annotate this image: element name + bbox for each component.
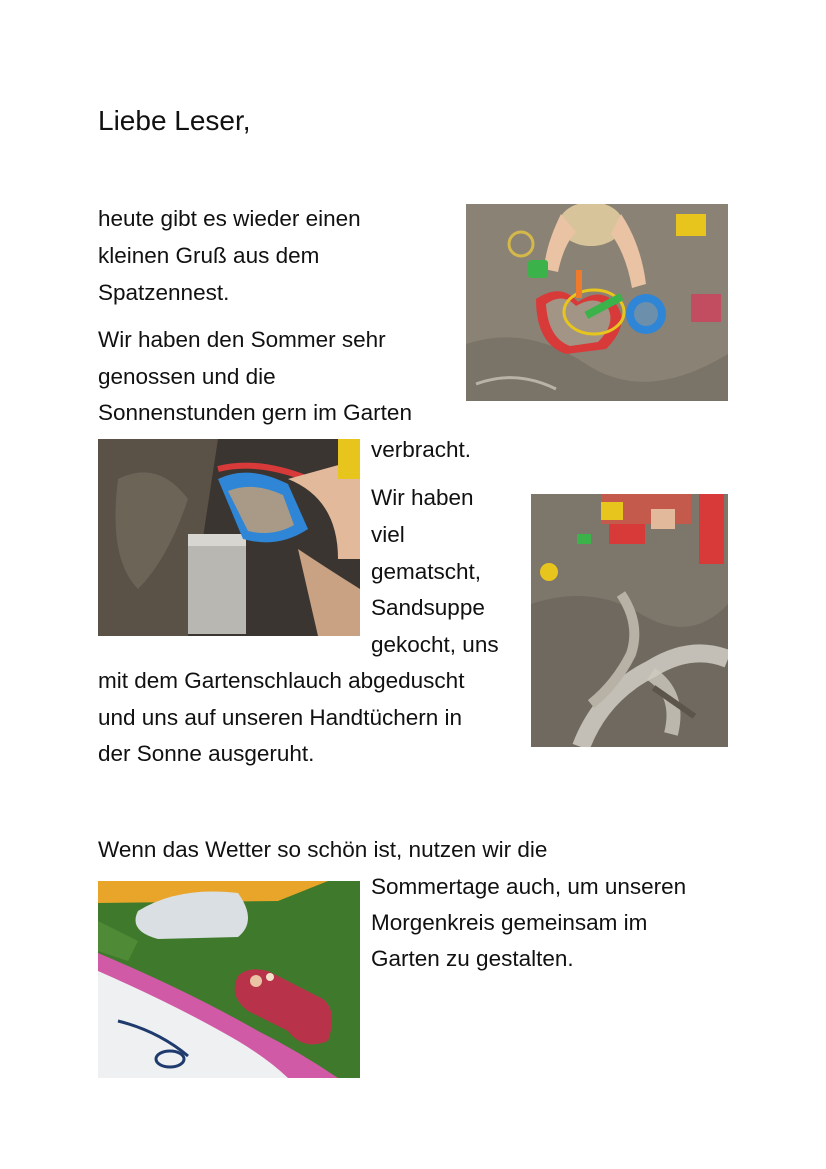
text-line: verbracht. [371,437,472,462]
greeting-heading: Liebe Leser, [98,105,251,136]
text-line: viel [371,522,405,547]
photo-child-sand-toys [466,204,728,401]
text-line: Sonnenstunden gern im Garten [98,400,412,425]
text-line: genossen und die [98,364,276,389]
text-line: kleinen Gruß aus dem [98,243,320,268]
text-line: gekocht, uns [371,632,499,657]
text-line: heute gibt es wieder einen [98,206,361,231]
text-line: und uns auf unseren Handtüchern in [98,705,463,730]
text-line: Wir haben den Sommer sehr [98,327,386,352]
text-line: gematscht, [371,559,482,584]
photo-wet-sand-garden [531,494,728,747]
text-line: Wir haben [371,485,474,510]
text-line: Sommertage auch, um unseren [371,874,687,899]
text-line: Spatzennest. [98,280,230,305]
text-line: Morgenkreis gemeinsam im [371,910,648,935]
photo-pouring-water [98,439,360,636]
text-line: Garten zu gestalten. [371,946,574,971]
text-line: Sandsuppe [371,595,485,620]
text-line: Wenn das Wetter so schön ist, nutzen wir die [98,837,548,862]
text-line: der Sonne ausgeruht. [98,741,315,766]
photo-towel-grass [98,881,360,1078]
text-line: mit dem Gartenschlauch abgeduscht [98,668,465,693]
